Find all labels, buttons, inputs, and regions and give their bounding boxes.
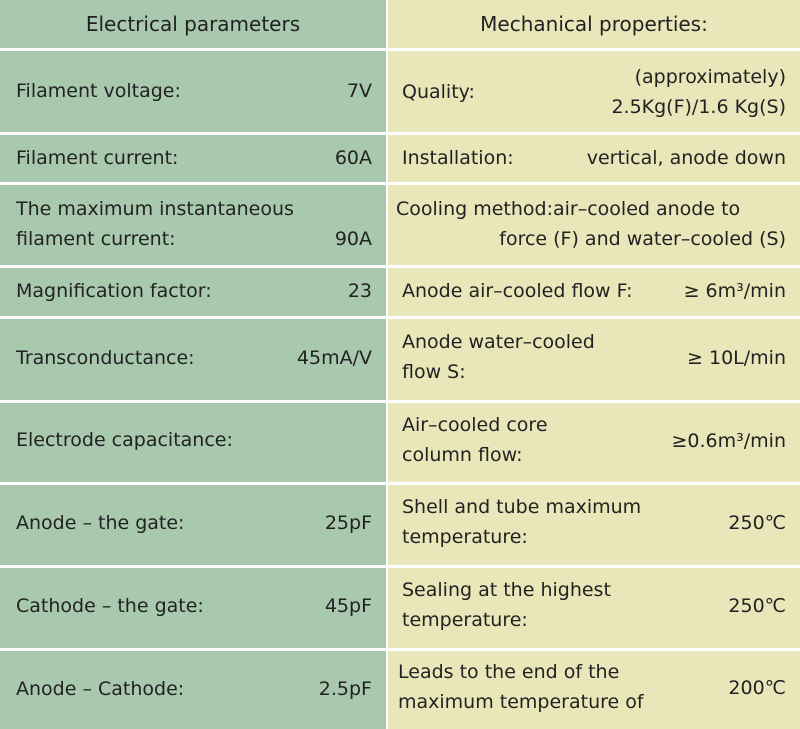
param-label: The maximum instantaneous: [16, 198, 294, 220]
property-label: Cooling method:air–cooled anode to: [396, 198, 741, 220]
property-label: Anode water–cooled: [402, 331, 595, 353]
row-divider: [0, 182, 800, 185]
param-value: 25pF: [324, 512, 372, 534]
property-label: temperature:: [402, 609, 528, 631]
param-label: Magnification factor:: [16, 280, 212, 302]
param-value: 45pF: [324, 595, 372, 617]
param-value: 2.5pF: [318, 678, 372, 700]
param-label: Cathode – the gate:: [16, 595, 204, 617]
table-row: [402, 62, 786, 122]
column-divider: [386, 0, 388, 729]
row-divider: [0, 482, 800, 485]
param-label: Transconductance:: [16, 347, 195, 369]
property-label: Sealing at the highest: [402, 579, 611, 601]
table-row: [396, 194, 786, 254]
param-label: Filament voltage:: [16, 80, 181, 102]
row-divider: [0, 648, 800, 651]
property-value: (approximately): [634, 66, 786, 88]
property-label: Air–cooled core: [402, 414, 548, 436]
table-row: [16, 674, 372, 704]
table-row: [402, 327, 786, 387]
property-label: Shell and tube maximum: [402, 496, 642, 518]
property-value: 2.5Kg(F)/1.6 Kg(S): [611, 96, 786, 118]
table-row: [16, 591, 372, 621]
param-label: Anode – the gate:: [16, 512, 185, 534]
param-value: 7V: [346, 80, 372, 102]
param-label: filament current:: [16, 228, 176, 250]
electrical-header: Electrical parameters: [85, 12, 301, 36]
table-row: [16, 343, 372, 373]
row-divider: [0, 48, 800, 51]
property-value: ≥0.6m³/min: [671, 430, 786, 452]
table-row: [402, 276, 786, 306]
row-divider: [0, 400, 800, 403]
property-value: 200℃: [728, 677, 786, 699]
property-label: temperature:: [402, 526, 528, 548]
property-label: Anode air–cooled flow F:: [402, 280, 633, 302]
table-row: [402, 143, 786, 173]
table-row: [398, 657, 786, 717]
param-value: 45mA/V: [296, 347, 372, 369]
property-label: maximum temperature of: [398, 691, 644, 713]
table-row: [16, 508, 372, 538]
property-label: Leads to the end of the: [398, 661, 620, 683]
property-value: 250℃: [728, 595, 786, 617]
property-value: 250℃: [728, 512, 786, 534]
param-value: 23: [347, 280, 372, 302]
property-value: ≥ 10L/min: [687, 347, 786, 369]
table-row: [16, 76, 372, 106]
property-label: Installation:: [402, 147, 514, 169]
row-divider: [0, 565, 800, 568]
table-row: [16, 194, 372, 254]
property-label: flow S:: [402, 361, 466, 383]
param-label: Anode – Cathode:: [16, 678, 185, 700]
param-value: 60A: [334, 147, 372, 169]
property-value: force (F) and water–cooled (S): [499, 228, 786, 250]
property-label: column flow:: [402, 444, 523, 466]
property-label: Quality:: [402, 81, 475, 103]
property-value: vertical, anode down: [586, 147, 786, 169]
table-row: [16, 425, 372, 455]
property-value: ≥ 6m³/min: [683, 280, 786, 302]
param-value: 90A: [334, 228, 372, 250]
mechanical-header: Mechanical properties:: [480, 12, 708, 36]
row-divider: [0, 132, 800, 135]
table-row: [16, 143, 372, 173]
table-row: [402, 575, 786, 635]
row-divider: [0, 316, 800, 319]
row-divider: [0, 265, 800, 268]
param-label: Electrode capacitance:: [16, 429, 233, 451]
param-label: Filament current:: [16, 147, 179, 169]
table-row: [402, 492, 786, 552]
table-row: [402, 410, 786, 470]
table-row: [16, 276, 372, 306]
